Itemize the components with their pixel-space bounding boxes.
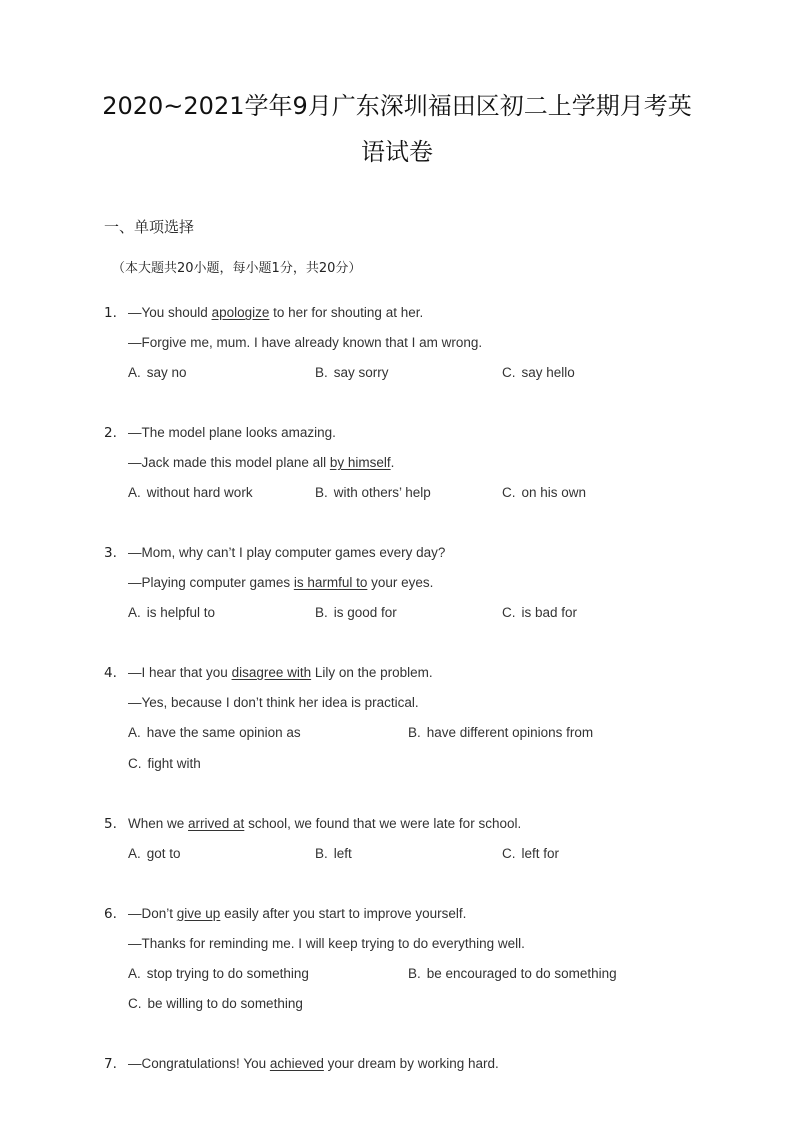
option-c[interactable] (502, 483, 586, 503)
option-c[interactable] (502, 603, 577, 623)
option-letter: B. (315, 605, 328, 620)
option-text: without hard work (146, 485, 253, 500)
text-segment: When we (128, 816, 189, 831)
option-c[interactable] (128, 994, 303, 1014)
option-a[interactable] (128, 844, 181, 864)
option-c[interactable] (502, 363, 575, 383)
text-segment: your eyes. (367, 575, 434, 590)
text-segment: —Yes, because I don’t think her idea is practical. (128, 695, 419, 710)
underlined-phrase: achieved (269, 1056, 324, 1071)
question-line (128, 814, 521, 834)
option-text: is helpful to (146, 605, 216, 620)
question-number: 6. (104, 906, 117, 922)
option-text: left (333, 846, 352, 861)
text-segment: —Mom, why can’t I play computer games every day? (128, 545, 446, 560)
question-line (128, 663, 433, 683)
section-note: （本大题共20小题，每小题1分，共20分） (112, 261, 362, 276)
text-segment: your dream by working hard. (323, 1056, 499, 1071)
underlined-phrase: disagree with (231, 665, 312, 680)
option-text: have the same opinion as (146, 725, 301, 740)
question-line (128, 543, 445, 563)
text-segment: —I hear that you (128, 665, 232, 680)
option-b[interactable] (315, 844, 352, 864)
text-segment: . (390, 455, 395, 470)
option-letter: C. (502, 485, 516, 500)
text-segment: —Congratulations! You (128, 1056, 270, 1071)
underlined-phrase: is harmful to (293, 575, 368, 590)
question-number: 7. (104, 1056, 117, 1072)
option-letter: A. (128, 966, 141, 981)
option-letter: A. (128, 485, 141, 500)
option-text: is bad for (521, 605, 578, 620)
option-text: on his own (521, 485, 587, 500)
question-line (128, 573, 433, 593)
text-segment: to her for shouting at her. (269, 305, 424, 320)
text-segment: —Thanks for reminding me. I will keep trying to do everything well. (128, 936, 525, 951)
option-b[interactable] (315, 603, 397, 623)
option-text: say no (146, 365, 187, 380)
option-a[interactable] (128, 603, 215, 623)
question-line (128, 904, 466, 924)
option-text: with others’ help (333, 485, 431, 500)
option-c[interactable] (502, 844, 559, 864)
option-letter: B. (408, 725, 421, 740)
option-letter: A. (128, 846, 141, 861)
question-line (128, 693, 419, 713)
option-text: stop trying to do something (146, 966, 309, 981)
question-number: 4. (104, 665, 117, 681)
text-segment: —You should (128, 305, 212, 320)
text-segment: school, we found that we were late for school. (244, 816, 522, 831)
option-text: fight with (147, 756, 201, 771)
option-a[interactable] (128, 964, 309, 984)
question-number: 2. (104, 425, 117, 441)
option-letter: A. (128, 605, 141, 620)
option-a[interactable] (128, 483, 253, 503)
option-b[interactable] (315, 483, 431, 503)
option-b[interactable] (408, 964, 617, 984)
option-text: say hello (521, 365, 575, 380)
option-letter: B. (315, 485, 328, 500)
option-b[interactable] (408, 723, 593, 743)
question-number: 1. (104, 305, 117, 321)
option-letter: A. (128, 725, 141, 740)
option-letter: C. (128, 996, 142, 1011)
text-segment: easily after you start to improve yourself. (220, 906, 467, 921)
text-segment: —Don’t (128, 906, 177, 921)
text-segment: —Jack made this model plane all (128, 455, 330, 470)
option-text: be encouraged to do something (426, 966, 617, 981)
text-segment: —Forgive me, mum. I have already known that I am wrong. (128, 335, 483, 350)
underlined-phrase: apologize (211, 305, 270, 320)
question-line (128, 423, 336, 443)
option-letter: C. (502, 365, 516, 380)
text-segment: —Playing computer games (128, 575, 294, 590)
option-text: is good for (333, 605, 397, 620)
underlined-phrase: give up (176, 906, 221, 921)
underlined-phrase: arrived at (188, 816, 245, 831)
option-text: have different opinions from (426, 725, 594, 740)
page-title-line-1: 2020~2021学年9月广东深圳福田区初二上学期月考英 (102, 92, 692, 120)
option-letter: B. (315, 365, 328, 380)
underlined-phrase: by himself (329, 455, 391, 470)
option-text: left for (521, 846, 560, 861)
question-line (128, 333, 482, 353)
question-line (128, 1054, 499, 1074)
option-letter: A. (128, 365, 141, 380)
option-letter: C. (502, 846, 516, 861)
option-letter: C. (502, 605, 516, 620)
question-line (128, 934, 525, 954)
question-line (128, 303, 423, 323)
option-c[interactable] (128, 754, 201, 774)
option-letter: C. (128, 756, 142, 771)
question-line (128, 453, 394, 473)
option-letter: B. (315, 846, 328, 861)
option-text: be willing to do something (147, 996, 303, 1011)
option-b[interactable] (315, 363, 389, 383)
text-segment: Lily on the problem. (311, 665, 433, 680)
option-text: got to (146, 846, 181, 861)
text-segment: —The model plane looks amazing. (128, 425, 336, 440)
question-number: 3. (104, 545, 117, 561)
option-text: say sorry (333, 365, 389, 380)
option-a[interactable] (128, 363, 187, 383)
section-heading: 一、单项选择 (104, 218, 195, 236)
option-a[interactable] (128, 723, 301, 743)
page-title-line-2: 语试卷 (361, 138, 433, 166)
option-letter: B. (408, 966, 421, 981)
question-number: 5. (104, 816, 117, 832)
